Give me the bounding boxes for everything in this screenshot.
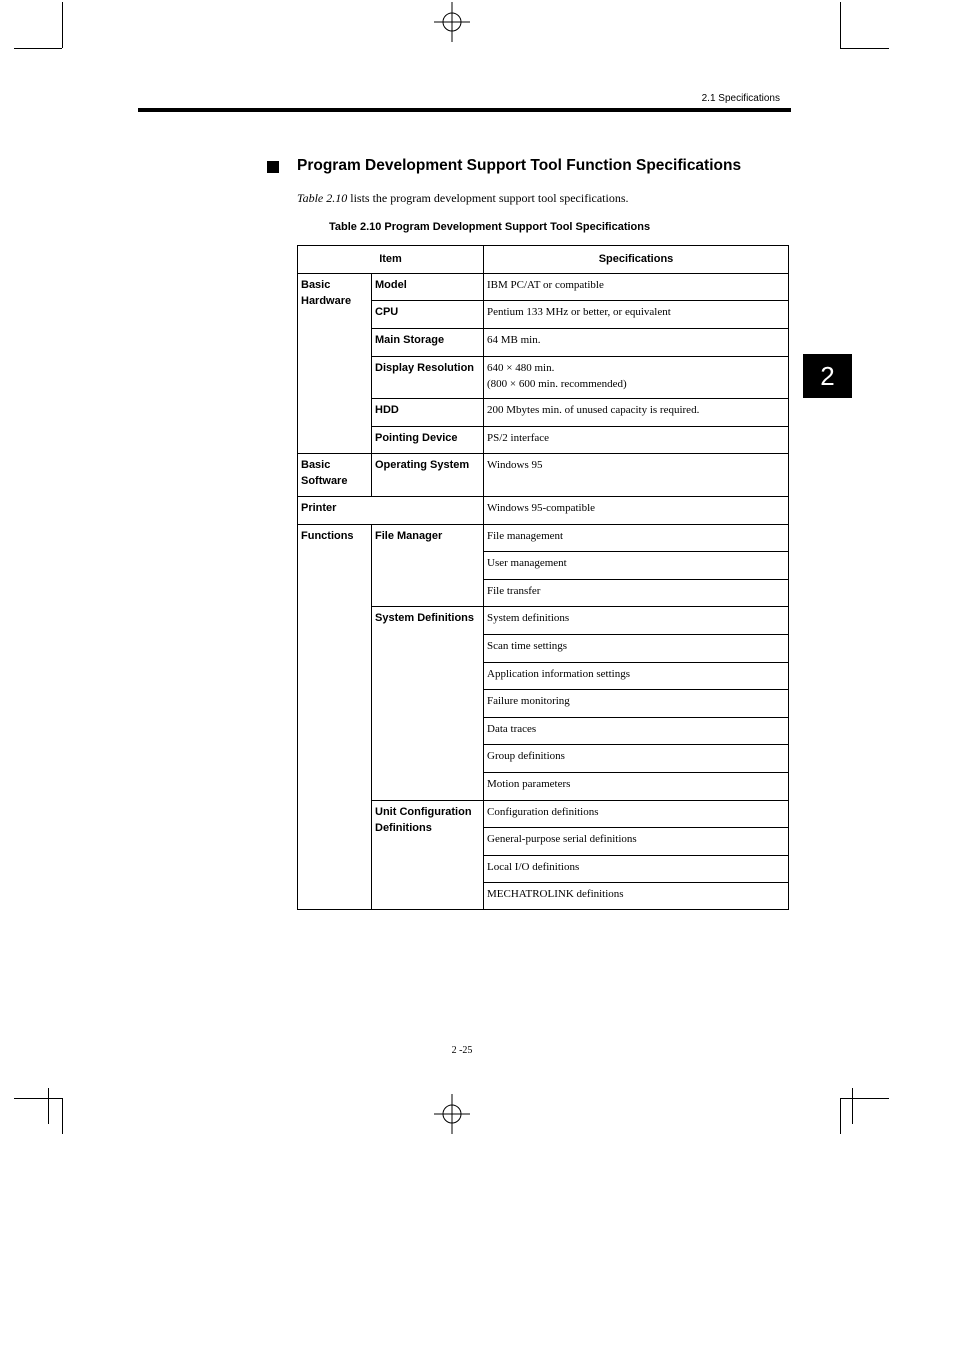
spec-failure-monitoring: Failure monitoring bbox=[484, 690, 789, 718]
spec-cpu: Pentium 133 MHz or better, or equivalent bbox=[484, 301, 789, 329]
spec-display-resolution bbox=[484, 357, 789, 399]
spec-application-information-settings: Application information settings bbox=[484, 663, 789, 690]
spec-data-traces: Data traces bbox=[484, 718, 789, 745]
spec-user-management: User management bbox=[484, 552, 789, 580]
spec-mechatrolink-definitions: MECHATROLINK definitions bbox=[484, 883, 789, 910]
table-caption: Table 2.10 Program Development Support Tool Specifications bbox=[329, 221, 651, 233]
item-operating-system: Operating System bbox=[372, 454, 484, 497]
item-main-storage: Main Storage bbox=[372, 329, 484, 357]
table-reference: Table 2.10 bbox=[297, 191, 348, 205]
spec-display-line2: (800 × 600 min. recommended) bbox=[487, 377, 627, 390]
item-cpu: CPU bbox=[372, 301, 484, 329]
running-head: 2.1 Specifications bbox=[701, 93, 780, 104]
table-row bbox=[298, 801, 789, 828]
chapter-tab: 2 bbox=[803, 354, 852, 398]
page-number: 2 -25 bbox=[451, 1045, 473, 1056]
section-title: Program Development Support Tool Function Specifications bbox=[297, 157, 742, 174]
spec-configuration-definitions: Configuration definitions bbox=[484, 801, 789, 828]
registration-mark-top bbox=[432, 2, 472, 42]
table-row bbox=[298, 454, 789, 497]
group-basic-hardware: Basic Hardware bbox=[298, 274, 372, 454]
group-basic-software: Basic Software bbox=[298, 454, 372, 497]
section-square-icon bbox=[267, 161, 279, 173]
spec-main-storage: 64 MB min. bbox=[484, 329, 789, 357]
spec-pointing-device: PS/2 interface bbox=[484, 427, 789, 454]
spec-display-line1: 640 × 480 min. bbox=[487, 362, 555, 374]
table-row bbox=[298, 427, 789, 454]
header-specifications: Specifications bbox=[484, 246, 789, 274]
spec-table bbox=[297, 245, 789, 910]
table-row bbox=[298, 301, 789, 329]
group-functions: Functions bbox=[298, 525, 372, 910]
spec-general-purpose-serial-definitions: General-purpose serial definitions bbox=[484, 828, 789, 856]
spec-printer: Windows 95-compatible bbox=[484, 497, 789, 525]
table-row bbox=[298, 399, 789, 427]
table-row bbox=[298, 329, 789, 357]
header-rule bbox=[138, 108, 791, 112]
item-pointing-device: Pointing Device bbox=[372, 427, 484, 454]
header-item: Item bbox=[298, 246, 484, 274]
intro-text: lists the program development support tool specifications. bbox=[347, 191, 629, 205]
table-row bbox=[298, 497, 789, 525]
spec-scan-time-settings: Scan time settings bbox=[484, 635, 789, 663]
table-row bbox=[298, 357, 789, 399]
registration-mark-bottom bbox=[432, 1094, 472, 1134]
item-printer: Printer bbox=[298, 497, 484, 525]
spec-local-io-definitions: Local I/O definitions bbox=[484, 856, 789, 883]
spec-file-transfer: File transfer bbox=[484, 580, 789, 607]
spec-operating-system: Windows 95 bbox=[484, 454, 789, 497]
spec-model: IBM PC/AT or compatible bbox=[484, 274, 789, 301]
item-file-manager: File Manager bbox=[372, 525, 484, 607]
spec-motion-parameters: Motion parameters bbox=[484, 773, 789, 801]
spec-system-definitions: System definitions bbox=[484, 607, 789, 635]
intro-paragraph bbox=[297, 191, 629, 206]
item-system-definitions: System Definitions bbox=[372, 607, 484, 801]
item-display-resolution: Display Resolution bbox=[372, 357, 484, 399]
item-unit-configuration-definitions: Unit Configuration Definitions bbox=[372, 801, 484, 910]
table-row bbox=[298, 607, 789, 635]
table-row bbox=[298, 274, 789, 301]
item-hdd: HDD bbox=[372, 399, 484, 427]
spec-file-management: File management bbox=[484, 525, 789, 552]
item-model: Model bbox=[372, 274, 484, 301]
spec-group-definitions: Group definitions bbox=[484, 745, 789, 773]
table-header-row bbox=[298, 246, 789, 274]
spec-hdd: 200 Mbytes min. of unused capacity is required. bbox=[484, 399, 789, 427]
table-row bbox=[298, 525, 789, 552]
